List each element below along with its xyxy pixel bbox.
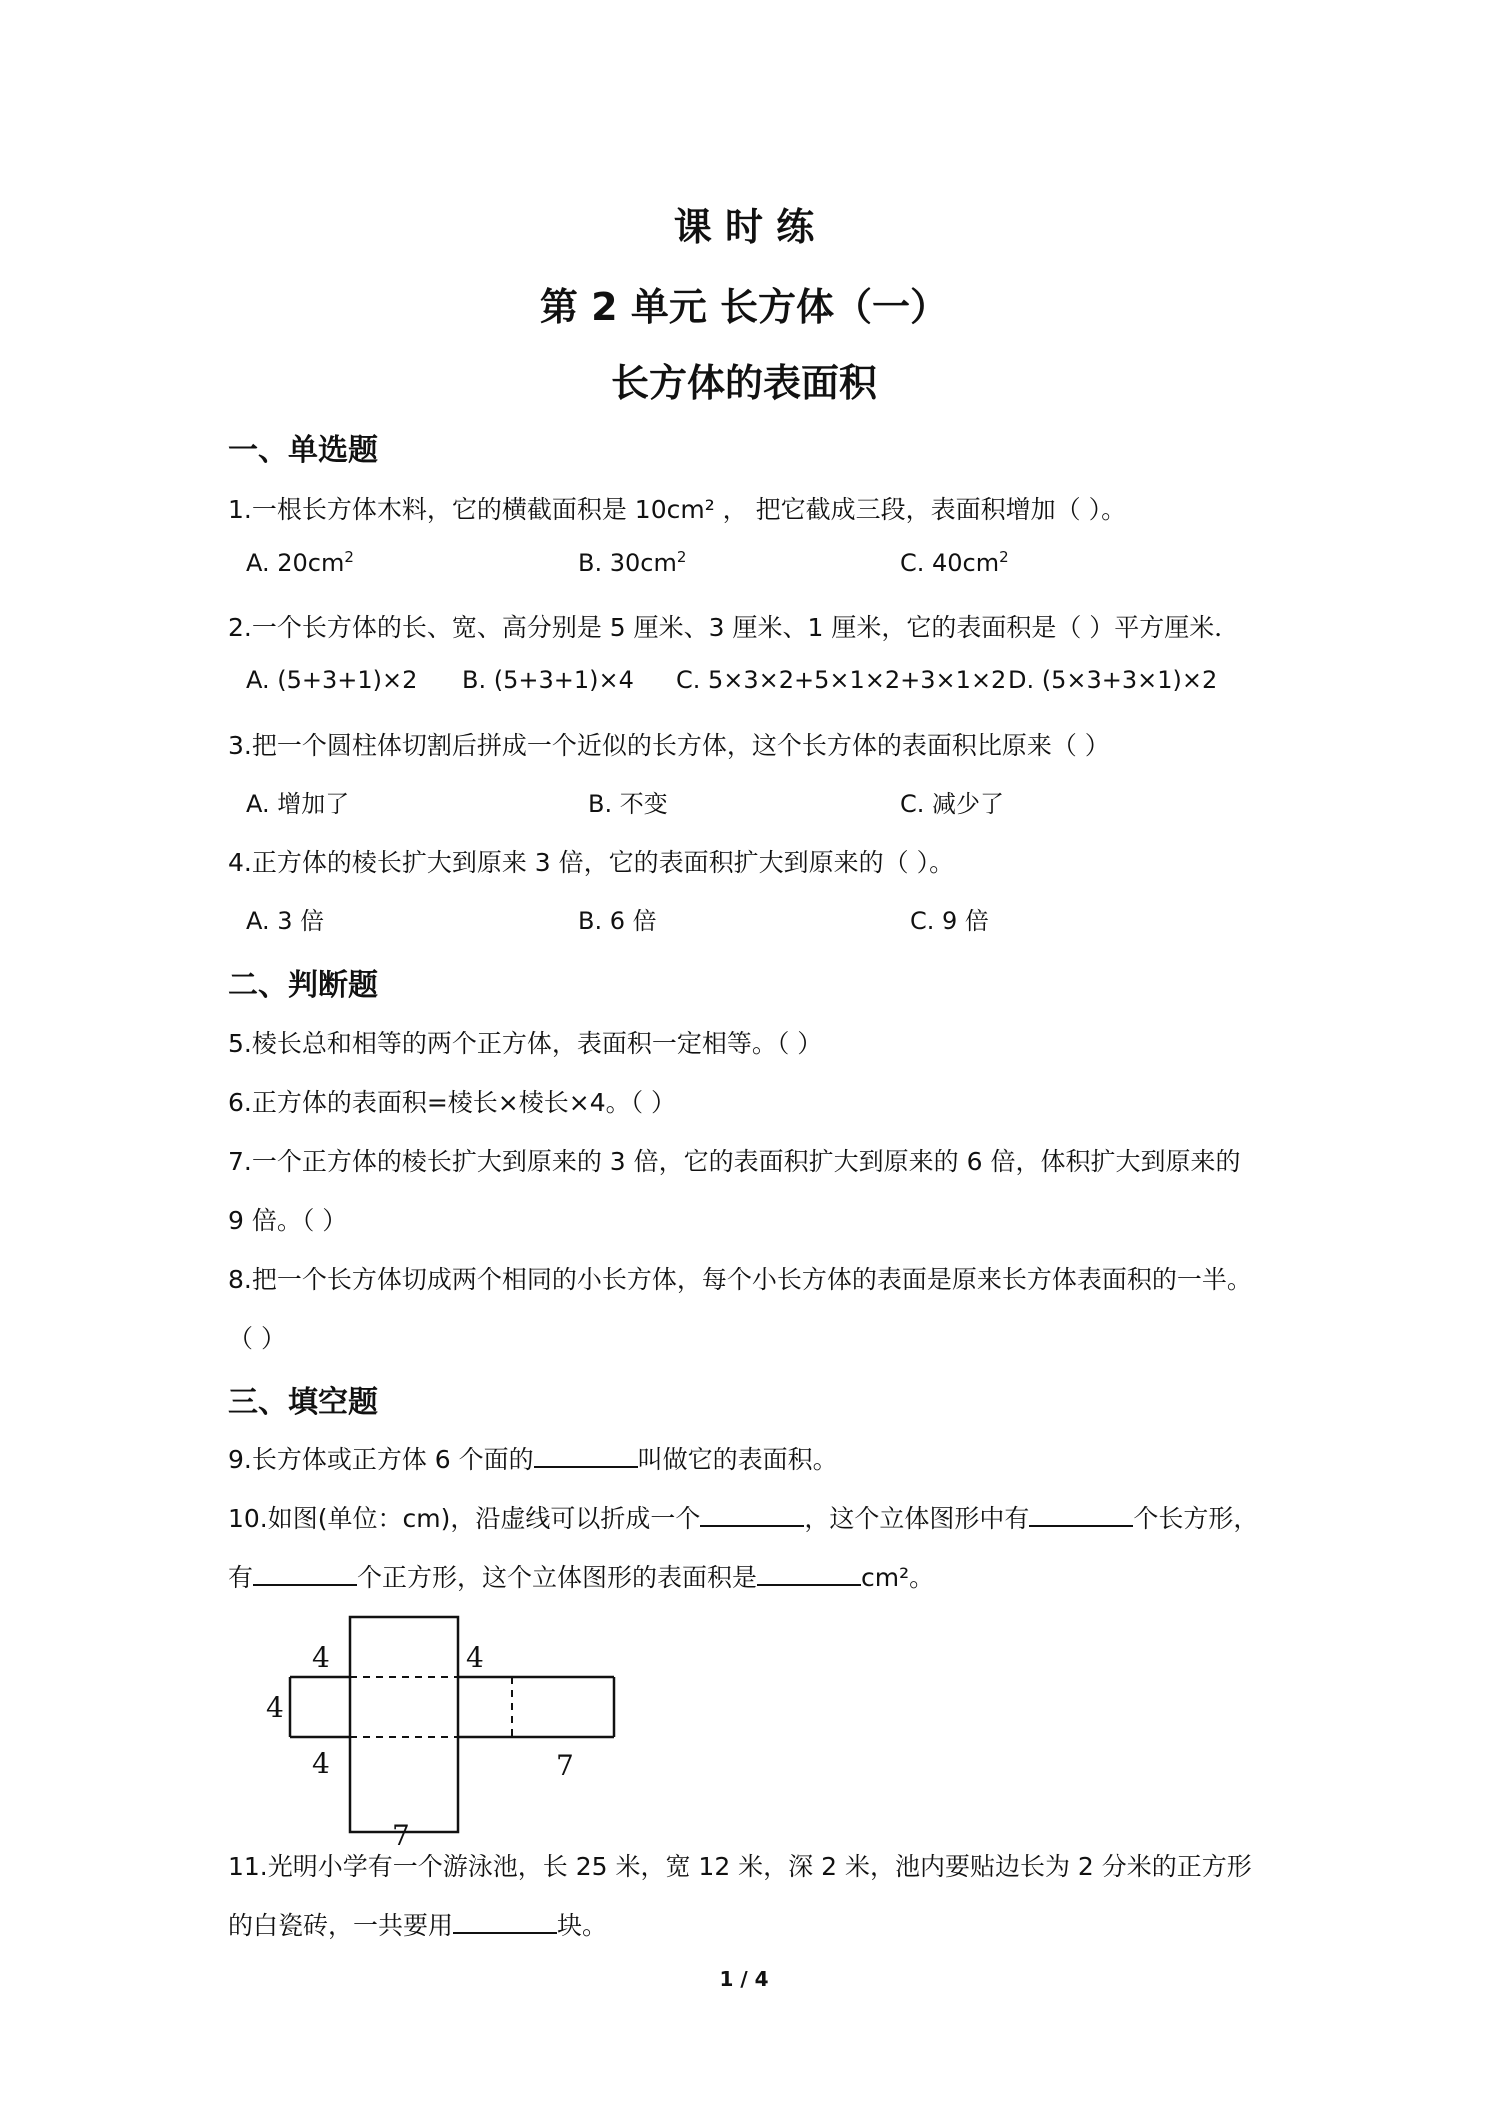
question-8-line2: （ ） (228, 1324, 286, 1353)
net-label-right-bottom: 7 (556, 1749, 574, 1782)
question-6: 6.正方体的表面积=棱长×棱长×4。（ ） (228, 1088, 677, 1117)
q2-option-b: B. (5+3+1)×4 (462, 666, 634, 694)
lesson-title: 长方体的表面积 (610, 361, 877, 405)
question-10-line2: 有 个正方形，这个立体图形的表面积是 cm²。 (228, 1563, 935, 1592)
q4-option-c: C. 9 倍 (910, 907, 989, 935)
net-label-left: 4 (266, 1691, 284, 1724)
q1-option-b: B. $30cm^2$ (578, 548, 687, 577)
question-1: 1.一根长方体木料，它的横截面积是 10cm² ， 把它截成三段，表面积增加（ ）。 (228, 495, 1127, 524)
net-label-top-right: 4 (466, 1641, 484, 1674)
net-label-top-left: 4 (312, 1641, 330, 1674)
question-9: 9.长方体或正方体 6 个面的 叫做它的表面积。 (228, 1445, 838, 1474)
q10-blank-1[interactable] (700, 1505, 804, 1527)
section-fill-blank: 三、填空题 (228, 1385, 378, 1420)
q3-option-b: B. 不变 (588, 790, 668, 818)
question-7-line1: 7.一个正方体的棱长扩大到原来的 3 倍，它的表面积扩大到原来的 6 倍，体积扩大到原来的 (228, 1147, 1241, 1176)
net-label-bottom: 7 (392, 1819, 410, 1845)
question-8-line1: 8.把一个长方体切成两个相同的小长方体，每个小长方体的表面是原来长方体表面积的一半。 (228, 1265, 1252, 1294)
question-10-line1: 10.如图(单位：cm)，沿虚线可以折成一个 ，这个立体图形中有 个长方形， (228, 1504, 1259, 1533)
q2-option-d: D. (5×3+3×1)×2 (1008, 666, 1218, 694)
q2-option-c: C. 5×3×2+5×1×2+3×1×2 (676, 666, 1007, 694)
q10-blank-2[interactable] (1029, 1505, 1133, 1527)
net-label-bottom-left: 4 (312, 1747, 330, 1780)
question-5: 5.棱长总和相等的两个正方体，表面积一定相等。（ ） (228, 1029, 823, 1058)
question-7-line2: 9 倍。（ ） (228, 1206, 348, 1235)
q4-option-b: B. 6 倍 (578, 907, 657, 935)
net-vertical-strip (350, 1617, 458, 1832)
section-true-false: 二、判断题 (228, 968, 378, 1003)
cuboid-net-figure (250, 1605, 630, 1845)
document-title: 课 时 练 (673, 205, 815, 249)
question-3: 3.把一个圆柱体切割后拼成一个近似的长方体，这个长方体的表面积比原来（ ） (228, 731, 1110, 760)
q3-option-a: A. 增加了 (246, 790, 350, 818)
q10-blank-3[interactable] (253, 1564, 357, 1586)
question-2: 2.一个长方体的长、宽、高分别是 5 厘米、3 厘米、1 厘米，它的表面积是（ ）平方厘米． (228, 613, 1240, 642)
q11-blank[interactable] (453, 1912, 557, 1934)
question-4: 4.正方体的棱长扩大到原来 3 倍，它的表面积扩大到原来的（ ）。 (228, 848, 955, 877)
q9-blank[interactable] (534, 1446, 638, 1468)
question-11-line2: 的白瓷砖，一共要用 块。 (228, 1911, 608, 1940)
page-number: 1 / 4 (719, 1967, 769, 1991)
unit-title: 第 2 单元 长方体（一） (539, 285, 949, 329)
q1-option-a: A. $20cm^2$ (246, 548, 354, 577)
q2-option-a: A. (5+3+1)×2 (246, 666, 418, 694)
question-11-line1: 11.光明小学有一个游泳池，长 25 米，宽 12 米，深 2 米，池内要贴边长为 2 分米的正方形 (228, 1852, 1252, 1881)
q4-option-a: A. 3 倍 (246, 907, 325, 935)
q3-option-c: C. 减少了 (900, 790, 1005, 818)
section-single-choice: 一、单选题 (228, 433, 378, 468)
q10-blank-4[interactable] (757, 1564, 861, 1586)
q1-option-c: C. $40cm^2$ (900, 548, 1009, 577)
